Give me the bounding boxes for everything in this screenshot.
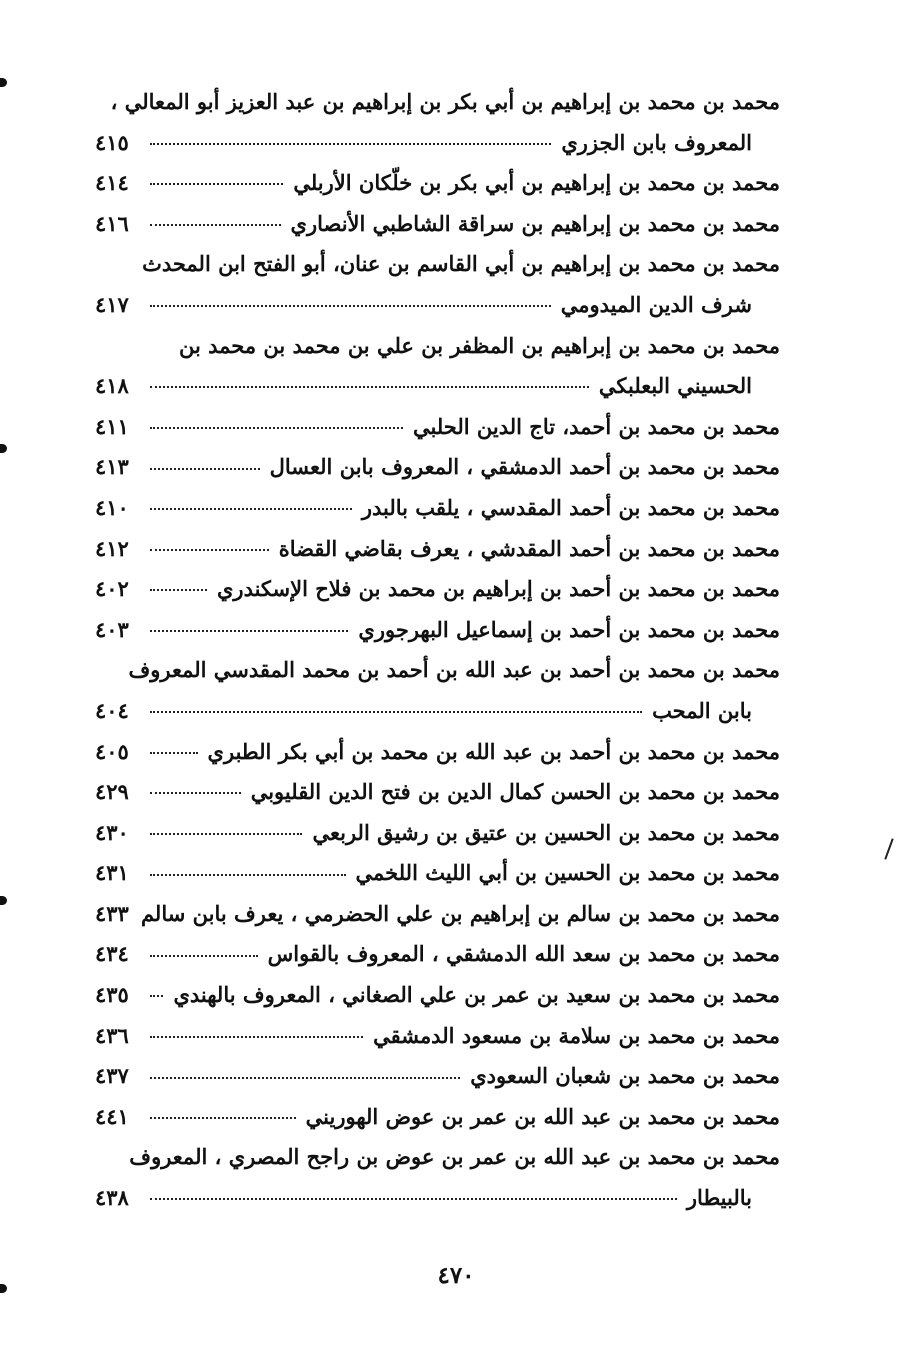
entry-name-text: محمد بن محمد بن أحمد المقدشي ، يعرف بقاضي القضاة [278,535,780,561]
entry-name-text: محمد بن محمد بن أحمد بن عبد الله بن أحمد بن محمد المقدسي المعروف [128,657,780,683]
entry-name-text: بالبيطار [686,1185,752,1211]
entry-line [95,894,780,935]
entry-name-text: بابن المحب [652,697,752,723]
name-index-list [95,82,780,1219]
index-entry [95,853,780,894]
entry-line [95,1056,780,1097]
entry-line [95,934,780,975]
entry-line [95,366,780,407]
entry-page-number: ٤١٠ [95,494,129,520]
entry-name-text: محمد بن محمد بن أحمد الدمشقي ، المعروف بابن العسال [269,454,780,480]
entry-line [95,244,780,285]
entry-page-number: ٤٣٨ [95,1185,129,1211]
scan-edge-mark [0,896,7,905]
entry-line [95,123,780,164]
dot-leader [150,833,302,835]
dot-leader [150,711,642,713]
entry-page-number: ٤٣٤ [95,941,129,967]
entry-line [95,691,780,732]
dot-leader [150,630,348,632]
entry-page-number: ٤١٨ [95,373,129,399]
entry-page-number: ٤٣٦ [95,1022,129,1048]
index-entry [95,244,780,325]
entry-line [95,813,780,854]
entry-name-text: محمد بن محمد بن سالم بن إبراهيم بن علي الحضرمي ، يعرف بابن سالم [140,900,780,926]
entry-page-number: ٤٣٧ [95,1063,129,1089]
entry-page-number: ٤٣٣ [95,900,129,926]
entry-line [95,163,780,204]
entry-line [95,285,780,326]
index-entry [95,1016,780,1057]
index-entry [95,407,780,448]
entry-name-text: محمد بن محمد بن أحمد بن إسماعيل البهرجوري [358,616,780,642]
entry-line [95,853,780,894]
scan-edge-mark [0,444,7,453]
dot-leader [150,1117,296,1119]
dot-leader [150,508,352,510]
entry-name-text: محمد بن محمد بن سعد الله الدمشقي ، المعروف بالقواس [267,941,780,967]
dot-leader [150,468,260,470]
entry-line [95,447,780,488]
dot-leader [150,224,281,226]
entry-name-text: المعروف بابن الجزري [561,129,752,155]
entry-name-text: محمد بن محمد بن إبراهيم بن سراقة الشاطبي الأنصاري [290,210,780,236]
dot-leader [150,183,283,185]
entry-line [95,488,780,529]
entry-page-number: ٤١٦ [95,210,129,236]
entry-page-number: ٤٣٠ [95,819,129,845]
entry-name-text: محمد بن محمد بن أحمد المقدسي ، يلقب بالبدر [361,494,780,520]
entry-name-text: محمد بن محمد بن عبد الله بن عمر بن عوض بن راجح المصري ، المعروف [129,1144,780,1170]
entry-name-text: محمد بن محمد بن عبد الله بن عمر بن عوض الهوريني [305,1103,780,1129]
entry-name-text: محمد بن محمد بن إبراهيم بن المظفر بن علي بن محمد بن محمد بن [178,332,780,358]
entry-name-text: محمد بن محمد بن أحمد بن عبد الله بن محمد بن أبي بكر الطبري [207,738,780,764]
entry-name-text: محمد بن محمد بن إبراهيم بن أبي بكر بن خلّكان الأربلي [293,170,780,196]
entry-line [95,1016,780,1057]
entry-line [95,1178,780,1219]
index-entry [95,204,780,245]
entry-name-text: محمد بن محمد بن سلامة بن مسعود الدمشقي [373,1022,780,1048]
entry-page-number: ٤١٤ [95,170,129,196]
index-entry [95,1056,780,1097]
index-entry [95,813,780,854]
entry-line [95,407,780,448]
entry-line [95,529,780,570]
index-entry [95,975,780,1016]
index-entry [95,82,780,163]
entry-line [95,772,780,813]
dot-leader [150,386,589,388]
entry-line [95,650,780,691]
index-entry [95,732,780,773]
dot-leader [150,589,207,591]
scan-edge-mark [0,1284,7,1293]
dot-leader [150,955,258,957]
dot-leader [150,752,198,754]
index-entry [95,529,780,570]
entry-line [95,569,780,610]
index-entry [95,447,780,488]
entry-page-number: ٤١٣ [95,454,129,480]
margin-pen-mark [884,838,893,859]
entry-page-number: ٤٠٢ [95,576,129,602]
dot-leader [150,427,403,429]
entry-name-text: محمد بن محمد بن سعيد بن عمر بن علي الصغاني ، المعروف بالهندي [173,982,780,1008]
entry-name-text: محمد بن محمد بن إبراهيم بن أبي القاسم بن عنان، أبو الفتح ابن المحدث [142,251,780,277]
page-number: ٤٧٠ [437,1262,475,1289]
entry-line [95,326,780,367]
index-entry [95,569,780,610]
index-entry [95,1137,780,1218]
dot-leader [150,1198,677,1200]
dot-leader [150,1077,460,1079]
entry-line [95,1137,780,1178]
entry-name-text: الحسيني البعلبكي [598,373,752,399]
entry-name-text: شرف الدين الميدومي [560,291,752,317]
index-entry [95,326,780,407]
entry-page-number: ٤٠٤ [95,697,129,723]
index-entry [95,488,780,529]
entry-name-text: محمد بن محمد بن الحسين بن عتيق بن رشيق الربعي [312,819,780,845]
entry-line [95,204,780,245]
entry-name-text: محمد بن محمد بن إبراهيم بن أبي بكر بن إبراهيم بن عبد العزيز أبو المعالي ، [110,89,780,114]
entry-line [95,610,780,651]
dot-leader [150,305,551,307]
dot-leader [150,874,346,876]
dot-leader [150,1036,363,1038]
entry-page-number: ٤٤١ [95,1103,129,1129]
entry-page-number: ٤١٧ [95,291,129,317]
entry-line [95,975,780,1016]
entry-line [95,82,780,123]
entry-name-text: محمد بن محمد بن الحسين بن أبي الليث اللخمي [355,860,780,886]
entry-page-number: ٤١٢ [95,535,129,561]
index-entry [95,1097,780,1138]
entry-page-number: ٤٣٥ [95,982,129,1008]
entry-name-text: محمد بن محمد بن أحمد، تاج الدين الحلبي [413,413,780,439]
index-entry [95,650,780,731]
index-entry [95,610,780,651]
entry-name-text: محمد بن محمد بن شعبان السعودي [470,1063,780,1089]
index-entry [95,772,780,813]
entry-page-number: ٤٣١ [95,860,129,886]
entry-page-number: ٤٠٣ [95,616,129,642]
index-entry [95,934,780,975]
entry-page-number: ٤٢٩ [95,779,129,805]
entry-page-number: ٤١١ [95,413,129,439]
dot-leader [150,792,241,794]
entry-line [95,1097,780,1138]
entry-line [95,732,780,773]
dot-leader [150,143,551,145]
index-entry [95,894,780,935]
entry-name-text: محمد بن محمد بن الحسن كمال الدين بن فتح الدين القليوبي [250,779,780,805]
entry-page-number: ٤١٥ [95,129,129,155]
scan-edge-mark [0,78,7,87]
entry-name-text: محمد بن محمد بن أحمد بن إبراهيم بن محمد بن فلاح الإسكندري [216,576,780,602]
index-entry [95,163,780,204]
dot-leader [150,549,269,551]
dot-leader [150,995,163,997]
entry-page-number: ٤٠٥ [95,738,129,764]
